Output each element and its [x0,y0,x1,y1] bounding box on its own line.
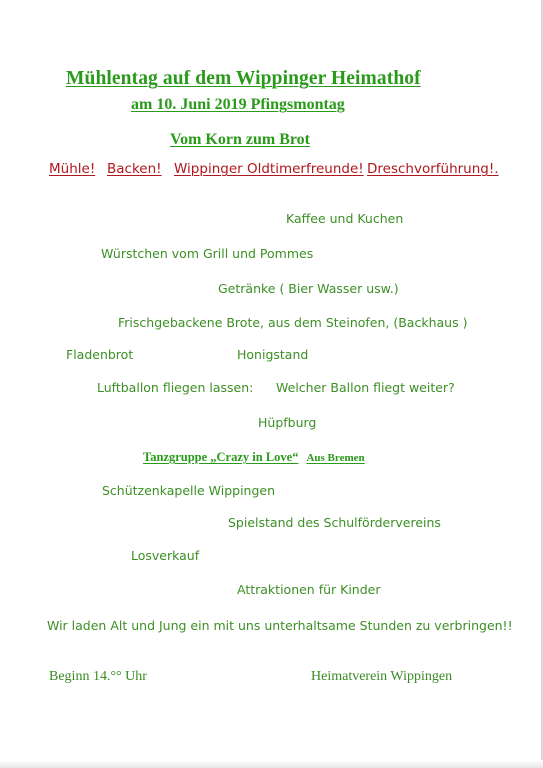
dance-group [143,451,365,464]
list-item-huepfburg: Hüpfburg [258,415,317,430]
dance-group-name: Tanzgruppe „Crazy in Love“ [143,450,299,464]
list-item-brote: Frischgebackene Brote, aus dem Steinofen, (Backhaus ) [118,315,468,330]
flyer-title: Mühlentag auf dem Wippinger Heimathof [66,68,421,89]
scan-edge [0,760,543,768]
list-item-spielstand: Spielstand des Schulfördervereins [228,515,441,530]
event-motto: Vom Korn zum Brot [170,131,310,148]
list-item-luftballon: Luftballon fliegen lassen: [97,380,254,395]
invitation-text: Wir laden Alt und Jung ein mit uns unterhaltsame Stunden zu verbringen!! [47,618,513,633]
list-item-ballon-frage: Welcher Ballon fliegt weiter? [276,380,455,395]
highlight-backen: Backen! [107,161,162,177]
dance-group-origin: Aus Bremen [306,452,365,464]
highlight-dreschen: Dreschvorführung!. [367,161,499,177]
list-item-losverkauf: Losverkauf [131,548,200,563]
highlight-oldtimer: Wippinger Oldtimerfreunde! [174,161,364,177]
list-item-attraktionen: Attraktionen für Kinder [237,582,381,597]
list-item-wuerstchen: Würstchen vom Grill und Pommes [101,246,314,261]
highlight-muehle: Mühle! [49,161,96,177]
list-item-kaffee: Kaffee und Kuchen [286,211,404,226]
list-item-schuetzenkapelle: Schützenkapelle Wippingen [102,483,276,498]
list-item-getraenke: Getränke ( Bier Wasser usw.) [218,281,399,296]
list-item-fladenbrot: Fladenbrot [66,347,134,362]
start-time: Beginn 14.°° Uhr [49,669,147,684]
organizer: Heimatverein Wippingen [311,669,453,684]
list-item-honigstand: Honigstand [237,347,309,362]
event-date: am 10. Juni 2019 Pfingsmontag [131,96,345,113]
